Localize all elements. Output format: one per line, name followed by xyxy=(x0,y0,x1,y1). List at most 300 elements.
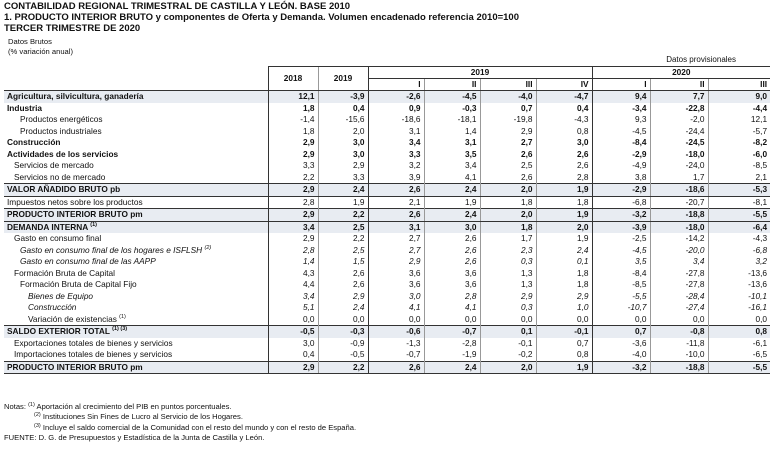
row-label-text: Gasto en consumo final de los hogares e ISFLSH xyxy=(20,244,203,255)
row-value: 0,0 xyxy=(592,314,650,326)
row-value: 3,6 xyxy=(424,279,480,291)
row-value: 4,3 xyxy=(268,268,318,280)
row-value: 3,2 xyxy=(368,160,424,172)
header-blank xyxy=(4,67,268,79)
header-q2-2020: II xyxy=(650,79,708,91)
row-value: 3,2 xyxy=(708,256,770,268)
row-value: 3,8 xyxy=(592,172,650,184)
note-2-marker: (2) xyxy=(34,412,41,419)
row-value: 1,8 xyxy=(536,279,592,291)
row-label xyxy=(4,126,268,138)
row-value: -3,2 xyxy=(592,209,650,222)
row-value: 2,8 xyxy=(424,291,480,303)
header-blank-2 xyxy=(4,79,268,91)
row-value: -1,3 xyxy=(368,338,424,350)
table-row xyxy=(4,196,770,209)
row-value: -10,0 xyxy=(650,349,708,361)
period-title: TERCER TRIMESTRE DE 2020 xyxy=(4,23,141,34)
row-value: 2,8 xyxy=(268,245,318,257)
row-value: 12,1 xyxy=(268,91,318,103)
row-value: 2,6 xyxy=(318,279,368,291)
row-value: 12,1 xyxy=(708,114,770,126)
row-value: -2,6 xyxy=(368,91,424,103)
row-label-text: Construcción xyxy=(7,137,61,148)
row-value: 0,3 xyxy=(480,256,536,268)
notes-block xyxy=(4,402,356,444)
row-value: 2,2 xyxy=(318,233,368,245)
row-value: -6,8 xyxy=(592,196,650,209)
row-value: -18,0 xyxy=(650,149,708,161)
row-value: 2,7 xyxy=(480,137,536,149)
row-value: 9,3 xyxy=(592,114,650,126)
table-row xyxy=(4,114,770,126)
row-label-text: Formación Bruta de Capital Fijo xyxy=(20,279,137,290)
row-value: -4,5 xyxy=(592,126,650,138)
header-row-quarters xyxy=(4,79,770,91)
row-value: 0,1 xyxy=(480,326,536,338)
row-value: 2,6 xyxy=(424,256,480,268)
row-label xyxy=(4,91,268,103)
row-value: 0,4 xyxy=(268,349,318,361)
table-row xyxy=(4,256,770,268)
table-row xyxy=(4,184,770,197)
row-label xyxy=(4,314,268,326)
row-value: -4,5 xyxy=(592,245,650,257)
row-value: -6,1 xyxy=(708,338,770,350)
row-value: -28,4 xyxy=(650,291,708,303)
row-label xyxy=(4,184,268,197)
row-value: 0,3 xyxy=(480,302,536,314)
row-value: -14,2 xyxy=(650,233,708,245)
row-value: 2,6 xyxy=(368,184,424,197)
row-label xyxy=(4,361,268,374)
row-label xyxy=(4,114,268,126)
row-value: 1,9 xyxy=(536,233,592,245)
row-label-text: Variación de existencias xyxy=(28,313,117,324)
row-footnote-marker: (1) xyxy=(119,313,126,320)
note-3-marker: (3) xyxy=(34,422,41,429)
table-row xyxy=(4,209,770,222)
row-value: -6,0 xyxy=(708,149,770,161)
row-label-text: Gasto en consumo final xyxy=(14,233,102,244)
row-value: -5,3 xyxy=(708,184,770,197)
provisional-label: Datos provisionales xyxy=(666,55,736,64)
table-row xyxy=(4,279,770,291)
header-q4-2019: IV xyxy=(536,79,592,91)
row-footnote-marker: (1) xyxy=(90,221,98,228)
row-value: -2,9 xyxy=(592,184,650,197)
row-value: -8,1 xyxy=(708,196,770,209)
row-label xyxy=(4,172,268,184)
data-type-label: Datos Brutos xyxy=(8,37,52,46)
row-value: 4,1 xyxy=(424,172,480,184)
row-label xyxy=(4,268,268,280)
row-label xyxy=(4,349,268,361)
row-value: 3,5 xyxy=(424,149,480,161)
row-value: -10,7 xyxy=(592,302,650,314)
row-value: -2,9 xyxy=(592,149,650,161)
row-value: 0,0 xyxy=(480,314,536,326)
row-value: 2,9 xyxy=(368,256,424,268)
table-row xyxy=(4,137,770,149)
table-row xyxy=(4,291,770,303)
row-value: -11,8 xyxy=(650,338,708,350)
row-value: -4,0 xyxy=(592,349,650,361)
row-label-text: Exportaciones totales de bienes y servicios xyxy=(14,337,173,348)
row-value: 0,0 xyxy=(424,314,480,326)
row-value: 4,1 xyxy=(424,302,480,314)
row-value: 1,4 xyxy=(424,126,480,138)
row-label-text: Productos energéticos xyxy=(20,114,103,125)
source-line: FUENTE: D. G. de Presupuestos y Estadística de la Junta de Castilla y León. xyxy=(4,433,265,443)
row-value: 7,7 xyxy=(650,91,708,103)
note-2 xyxy=(4,412,356,422)
row-value: 0,8 xyxy=(708,326,770,338)
row-value: -24,4 xyxy=(650,126,708,138)
row-value: -8,4 xyxy=(592,268,650,280)
row-label xyxy=(4,279,268,291)
row-value: 3,0 xyxy=(318,149,368,161)
row-value: 2,6 xyxy=(424,245,480,257)
row-value: 3,3 xyxy=(318,172,368,184)
row-value: -3,4 xyxy=(592,103,650,115)
row-value: 3,4 xyxy=(650,256,708,268)
row-value: 0,7 xyxy=(536,338,592,350)
row-value: 2,2 xyxy=(318,361,368,374)
row-label-text: Agricultura, silvicultura, ganadería xyxy=(7,91,144,102)
row-value: -4,3 xyxy=(536,114,592,126)
row-label-text: Importaciones totales de bienes y servicios xyxy=(14,349,173,360)
table-row xyxy=(4,245,770,257)
row-label-text: DEMANDA INTERNA xyxy=(7,221,88,232)
table-row xyxy=(4,338,770,350)
note-1-text: Aportación al crecimiento del PIB en puntos porcentuales. xyxy=(36,402,232,411)
row-value: 3,0 xyxy=(536,137,592,149)
row-label xyxy=(4,103,268,115)
row-label xyxy=(4,196,268,209)
table-row xyxy=(4,172,770,184)
row-value: 2,6 xyxy=(318,268,368,280)
row-value: 1,3 xyxy=(480,268,536,280)
header-q3-2020: III xyxy=(708,79,770,91)
row-value: -0,1 xyxy=(536,326,592,338)
row-value: -18,0 xyxy=(650,221,708,233)
row-value: 2,6 xyxy=(368,361,424,374)
row-value: 2,6 xyxy=(480,172,536,184)
row-label xyxy=(4,302,268,314)
report-title: CONTABILIDAD REGIONAL TRIMESTRAL DE CASTILLA Y LEÓN. BASE 2010 xyxy=(4,1,351,12)
row-value: 2,2 xyxy=(268,172,318,184)
row-value: 2,9 xyxy=(268,233,318,245)
row-value: 3,6 xyxy=(424,268,480,280)
row-value: 1,9 xyxy=(536,209,592,222)
row-value: 2,3 xyxy=(480,245,536,257)
row-value: -1,9 xyxy=(424,349,480,361)
table-row xyxy=(4,314,770,326)
row-value: -4,5 xyxy=(424,91,480,103)
row-value: -6,8 xyxy=(708,245,770,257)
row-value: 2,6 xyxy=(536,160,592,172)
row-label xyxy=(4,149,268,161)
row-value: 2,4 xyxy=(318,184,368,197)
row-value: -27,4 xyxy=(650,302,708,314)
row-value: -13,6 xyxy=(708,279,770,291)
row-value: 1,8 xyxy=(536,196,592,209)
row-label-text: Servicios de mercado xyxy=(14,160,94,171)
row-footnote-marker: (2) xyxy=(204,244,212,251)
row-value: -4,4 xyxy=(708,103,770,115)
row-value: 2,4 xyxy=(424,209,480,222)
row-value: -0,6 xyxy=(368,326,424,338)
row-value: -6,5 xyxy=(708,349,770,361)
row-value: 2,1 xyxy=(708,172,770,184)
row-label xyxy=(4,256,268,268)
note-3-text: Incluye el saldo comercial de la Comunidad con el resto del mundo y con el resto de España. xyxy=(42,422,357,432)
row-value: 2,4 xyxy=(424,184,480,197)
header-2018: 2018 xyxy=(268,67,318,91)
table-row xyxy=(4,160,770,172)
row-label xyxy=(4,326,268,338)
row-value: 3,3 xyxy=(268,160,318,172)
row-value: 2,9 xyxy=(268,361,318,374)
row-value: 1,9 xyxy=(318,196,368,209)
table-row xyxy=(4,126,770,138)
row-value: -6,4 xyxy=(708,221,770,233)
row-value: -19,8 xyxy=(480,114,536,126)
row-value: -5,5 xyxy=(708,361,770,374)
row-value: 1,9 xyxy=(424,196,480,209)
row-value: -4,7 xyxy=(536,91,592,103)
row-value: 3,3 xyxy=(368,149,424,161)
row-value: 2,4 xyxy=(536,245,592,257)
row-value: -5,5 xyxy=(708,209,770,222)
row-value: 3,9 xyxy=(368,172,424,184)
note-2-text: Instituciones Sin Fines de Lucro al Servicio de los Hogares. xyxy=(42,412,243,422)
row-value: 9,4 xyxy=(592,91,650,103)
row-value: 0,9 xyxy=(368,103,424,115)
row-value: -18,8 xyxy=(650,361,708,374)
row-label xyxy=(4,137,268,149)
header-2019: 2019 xyxy=(318,67,368,91)
row-value: -4,9 xyxy=(592,160,650,172)
gdp-table xyxy=(4,66,770,374)
row-label xyxy=(4,245,268,257)
row-value: -13,6 xyxy=(708,268,770,280)
row-value: 2,9 xyxy=(268,184,318,197)
row-value: 2,9 xyxy=(536,291,592,303)
note-1 xyxy=(4,402,356,412)
row-value: 3,0 xyxy=(368,291,424,303)
table-row xyxy=(4,302,770,314)
row-label xyxy=(4,233,268,245)
row-label-text: Formación Bruta de Capital xyxy=(14,267,115,278)
row-value: 9,0 xyxy=(708,91,770,103)
row-value: 0,0 xyxy=(318,314,368,326)
row-value: 1,8 xyxy=(268,103,318,115)
row-value: 1,7 xyxy=(480,233,536,245)
row-value: -27,8 xyxy=(650,268,708,280)
header-q1-2020: I xyxy=(592,79,650,91)
row-value: 0,0 xyxy=(650,314,708,326)
header-row-years xyxy=(4,67,770,79)
table-row xyxy=(4,268,770,280)
row-value: 3,0 xyxy=(268,338,318,350)
row-value: -4,3 xyxy=(708,233,770,245)
row-value: 0,7 xyxy=(480,103,536,115)
row-value: 2,6 xyxy=(424,233,480,245)
row-label xyxy=(4,221,268,233)
row-value: 1,7 xyxy=(650,172,708,184)
row-value: -22,8 xyxy=(650,103,708,115)
row-value: 5,1 xyxy=(268,302,318,314)
header-q3-2019: III xyxy=(480,79,536,91)
row-value: 2,0 xyxy=(536,221,592,233)
row-value: 0,0 xyxy=(708,314,770,326)
row-value: -0,7 xyxy=(368,349,424,361)
row-value: 2,9 xyxy=(318,291,368,303)
row-value: 2,9 xyxy=(268,137,318,149)
row-value: -24,0 xyxy=(650,160,708,172)
row-label xyxy=(4,338,268,350)
row-value: -0,1 xyxy=(480,338,536,350)
row-value: 2,4 xyxy=(318,302,368,314)
row-value: -0,5 xyxy=(318,349,368,361)
row-label-text: PRODUCTO INTERIOR BRUTO pm xyxy=(7,361,143,372)
table-row xyxy=(4,326,770,338)
row-label-text: VALOR AÑADIDO BRUTO pb xyxy=(7,184,121,195)
row-value: -20,0 xyxy=(650,245,708,257)
row-value: 4,1 xyxy=(368,302,424,314)
row-value: 3,0 xyxy=(318,137,368,149)
row-value: -2,5 xyxy=(592,233,650,245)
row-value: -0,8 xyxy=(650,326,708,338)
row-value: -15,6 xyxy=(318,114,368,126)
row-value: 2,8 xyxy=(268,196,318,209)
row-value: 2,0 xyxy=(480,209,536,222)
table-row xyxy=(4,349,770,361)
row-value: 0,7 xyxy=(592,326,650,338)
row-value: -10,1 xyxy=(708,291,770,303)
row-label-text: Servicios no de mercado xyxy=(14,171,106,182)
table-title: 1. PRODUCTO INTERIOR BRUTO y componentes de Oferta y Demanda. Volumen encadenado referencia 2010=100 xyxy=(4,12,520,23)
row-value: 3,4 xyxy=(424,160,480,172)
row-value: 0,0 xyxy=(368,314,424,326)
row-value: 0,8 xyxy=(536,349,592,361)
row-value: -0,2 xyxy=(480,349,536,361)
row-value: 1,8 xyxy=(268,126,318,138)
row-value: 1,3 xyxy=(480,279,536,291)
header-q1-2019: I xyxy=(368,79,424,91)
row-value: 2,6 xyxy=(368,209,424,222)
row-value: 2,4 xyxy=(424,361,480,374)
row-label-text: Gasto en consumo final de las AAPP xyxy=(20,256,156,267)
row-value: -0,5 xyxy=(268,326,318,338)
row-value: -0,7 xyxy=(424,326,480,338)
row-value: -20,7 xyxy=(650,196,708,209)
title-block xyxy=(4,1,766,34)
row-label-text: Bienes de Equipo xyxy=(28,290,94,301)
row-value: -5,5 xyxy=(592,291,650,303)
note-3 xyxy=(4,423,356,433)
header-q2-2019: II xyxy=(424,79,480,91)
row-value: 2,5 xyxy=(318,221,368,233)
row-value: 0,4 xyxy=(536,103,592,115)
row-value: -3,9 xyxy=(592,221,650,233)
table-row xyxy=(4,221,770,233)
row-value: 3,4 xyxy=(268,221,318,233)
row-value: 2,0 xyxy=(480,184,536,197)
notes-prefix: Notas: xyxy=(4,402,26,411)
row-value: -8,2 xyxy=(708,137,770,149)
table-row xyxy=(4,149,770,161)
row-value: -3,6 xyxy=(592,338,650,350)
row-value: 1,0 xyxy=(536,302,592,314)
row-value: 0,0 xyxy=(536,314,592,326)
row-label xyxy=(4,160,268,172)
row-value: 1,5 xyxy=(318,256,368,268)
row-value: -5,7 xyxy=(708,126,770,138)
row-value: -3,9 xyxy=(318,91,368,103)
row-value: -0,3 xyxy=(318,326,368,338)
row-value: 0,1 xyxy=(536,256,592,268)
table-row xyxy=(4,91,770,103)
row-value: 2,5 xyxy=(480,160,536,172)
row-value: 2,9 xyxy=(480,126,536,138)
row-value: 1,4 xyxy=(268,256,318,268)
row-value: -0,9 xyxy=(318,338,368,350)
row-label-text: Industria xyxy=(7,102,43,113)
row-value: 0,4 xyxy=(318,103,368,115)
table-body xyxy=(4,91,770,374)
header-group-2019: 2019 xyxy=(368,67,592,79)
row-value: -4,0 xyxy=(480,91,536,103)
row-value: 1,9 xyxy=(536,184,592,197)
row-value: 2,8 xyxy=(536,172,592,184)
row-value: 3,1 xyxy=(424,137,480,149)
row-value: 1,8 xyxy=(480,196,536,209)
row-label xyxy=(4,291,268,303)
row-value: 0,0 xyxy=(268,314,318,326)
row-value: -3,2 xyxy=(592,361,650,374)
row-value: 3,6 xyxy=(368,268,424,280)
row-value: -8,4 xyxy=(592,137,650,149)
row-value: 2,7 xyxy=(368,233,424,245)
row-value: 2,1 xyxy=(368,196,424,209)
note-1-marker: (1) xyxy=(28,402,35,408)
row-value: 0,8 xyxy=(536,126,592,138)
row-value: 3,1 xyxy=(368,221,424,233)
row-value: 2,0 xyxy=(480,361,536,374)
row-value: 2,6 xyxy=(480,149,536,161)
row-value: 3,4 xyxy=(368,137,424,149)
row-value: -8,5 xyxy=(708,160,770,172)
table-row xyxy=(4,361,770,374)
row-value: 3,4 xyxy=(268,291,318,303)
row-value: -18,8 xyxy=(650,209,708,222)
row-value: 2,6 xyxy=(536,149,592,161)
row-value: -24,5 xyxy=(650,137,708,149)
row-value: 2,5 xyxy=(318,245,368,257)
row-value: -18,6 xyxy=(650,184,708,197)
row-value: 2,2 xyxy=(318,209,368,222)
row-value: -16,1 xyxy=(708,302,770,314)
row-value: 3,1 xyxy=(368,126,424,138)
row-value: 2,9 xyxy=(268,209,318,222)
row-value: 2,9 xyxy=(268,149,318,161)
row-value: 1,8 xyxy=(536,268,592,280)
row-value: 4,4 xyxy=(268,279,318,291)
row-value: 2,7 xyxy=(368,245,424,257)
